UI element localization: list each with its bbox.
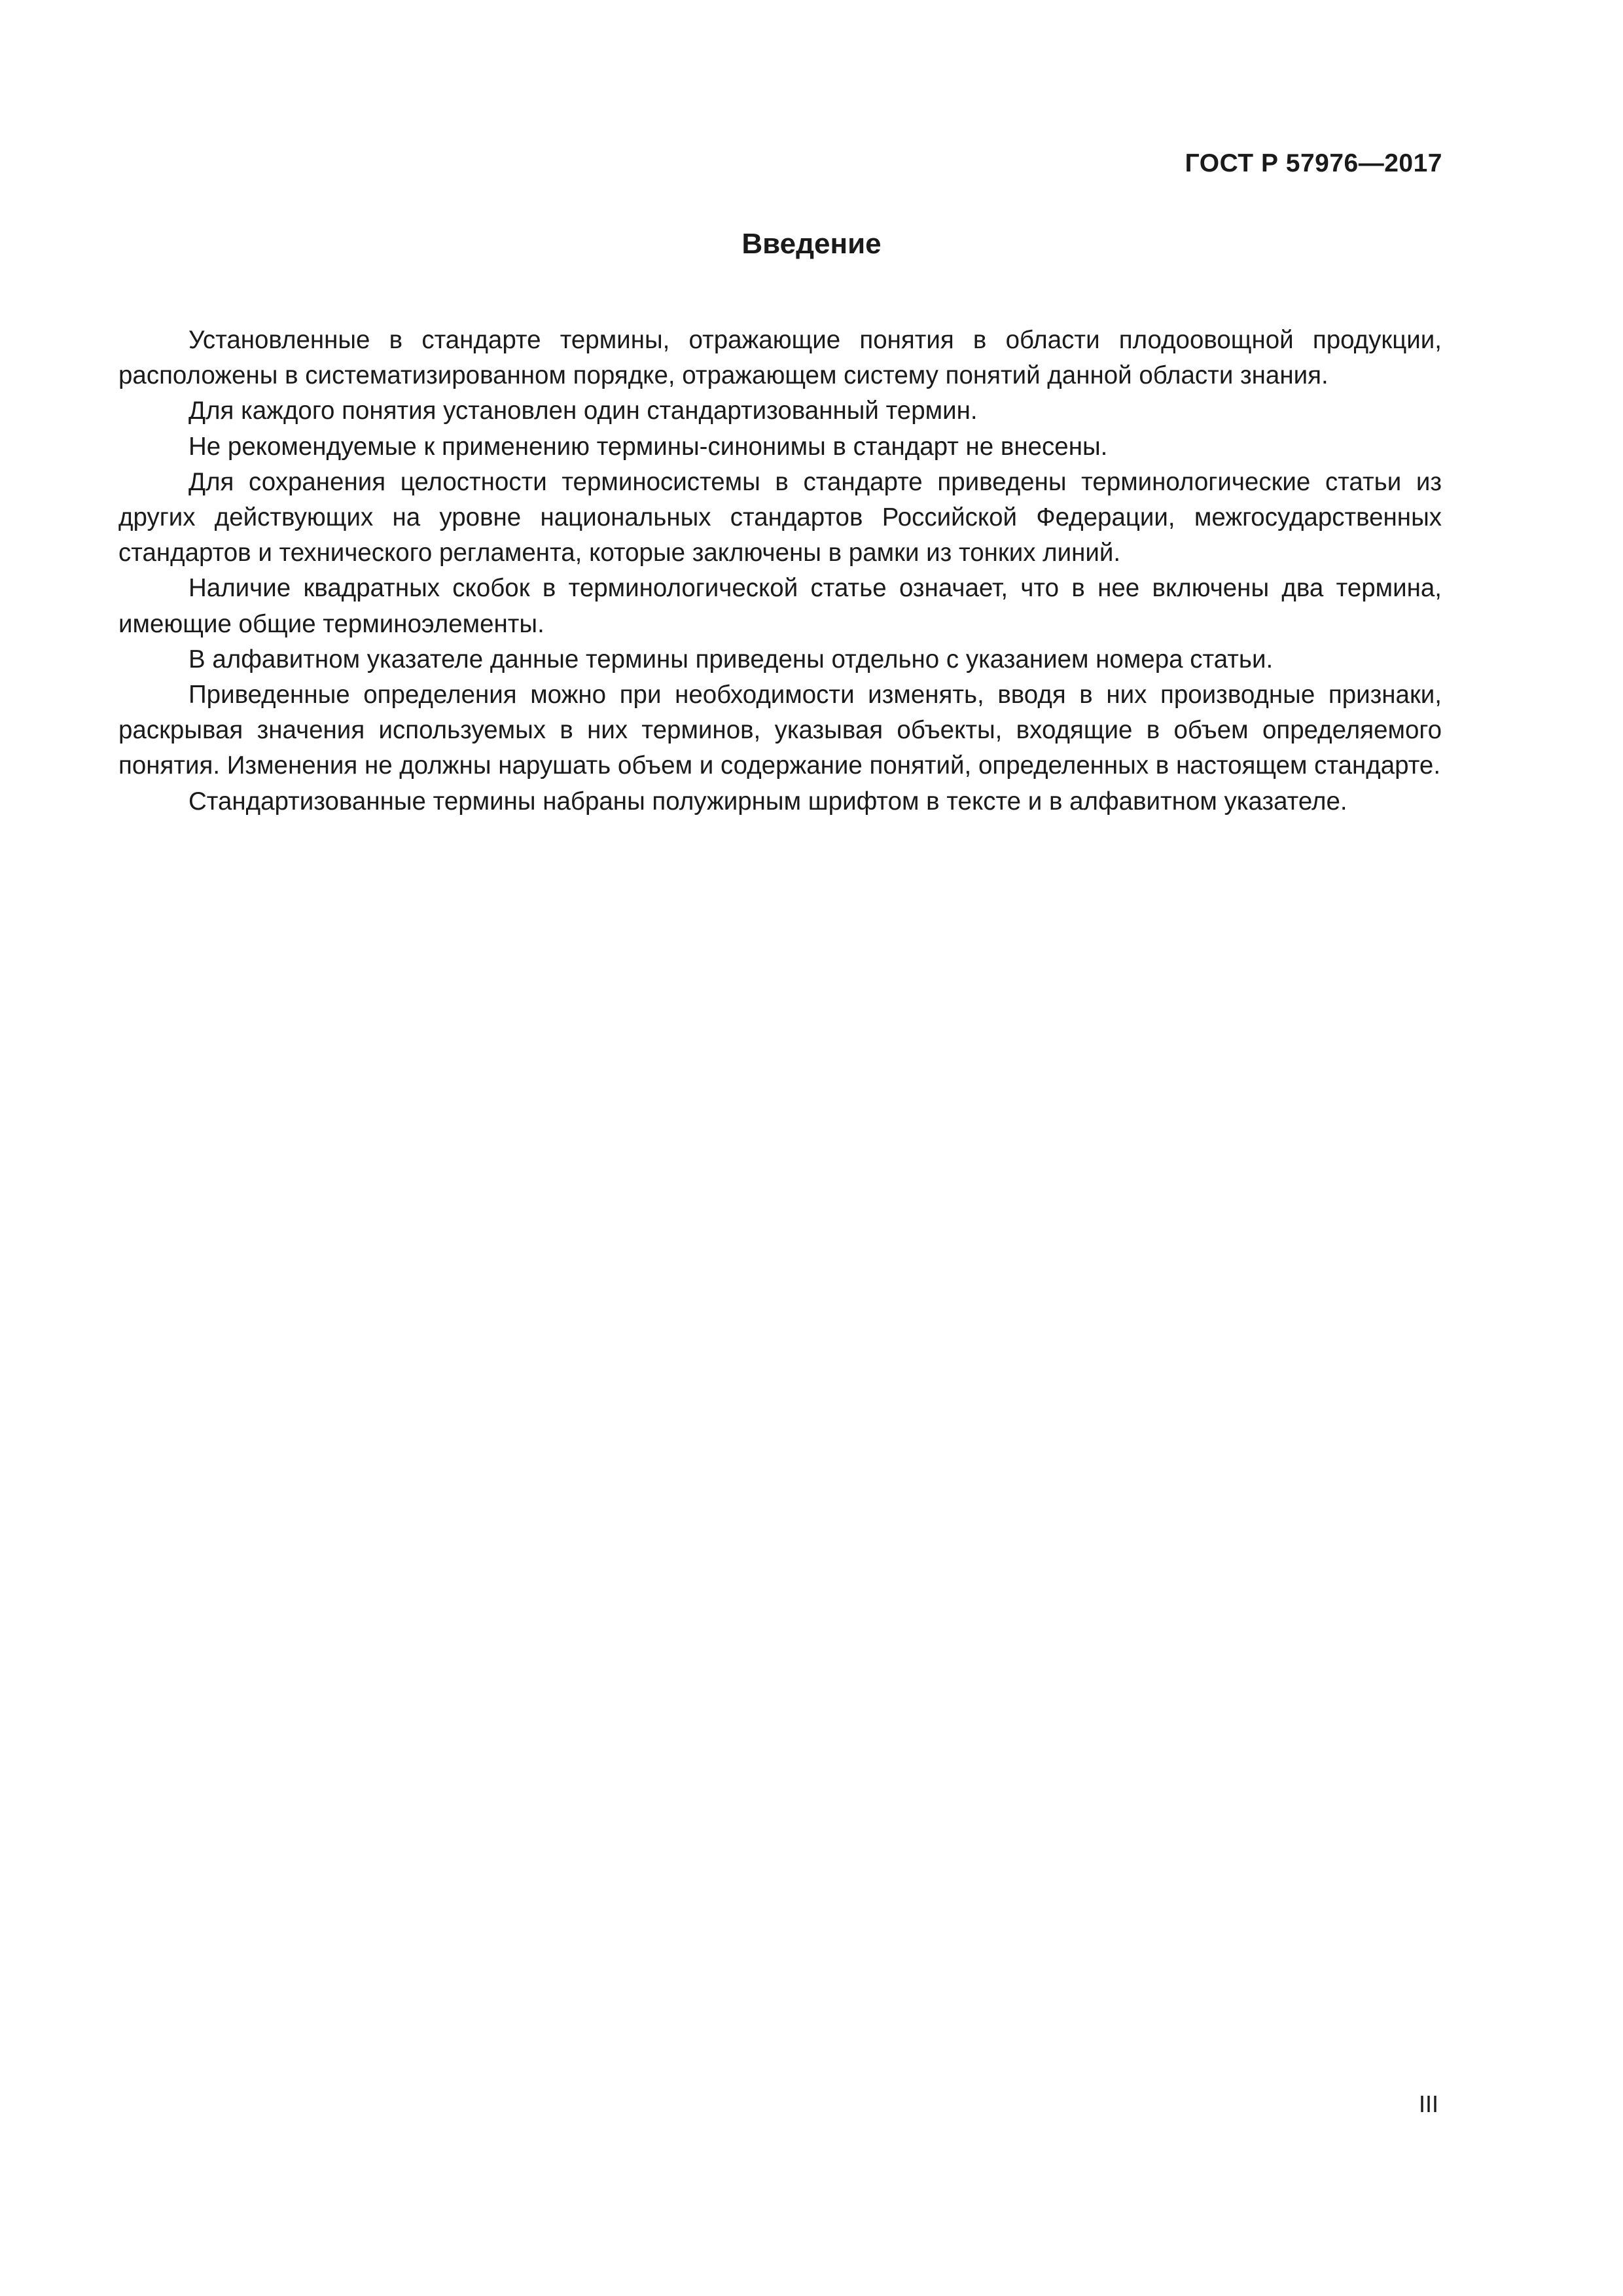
paragraph: Не рекомендуемые к применению термины-синонимы в стандарт не внесены. <box>188 432 1108 461</box>
paragraph: Для сохранения целостности терминосистемы в стандарте приведены терминологические статьи из других действующих на уровне национальных стандартов Российской Федерации, межгосударственных стандартов и технического регламента, которые заключены в рамки из тонких линий. <box>118 467 1442 567</box>
page-number: III <box>1418 2090 1438 2117</box>
paragraph: В алфавитном указателе данные термины приведены отдельно с указанием номера статьи. <box>188 645 1274 673</box>
paragraph: Установленные в стандарте термины, отражающие понятия в области плодоовощной продукции, расположены в систематизированном порядке, отражающем систему понятий данной области знания. <box>118 326 1442 390</box>
paragraph: Стандартизованные термины набраны полужирным шрифтом в тексте и в алфавитном указателе. <box>188 787 1347 816</box>
document-code: ГОСТ Р 57976—2017 <box>1185 149 1442 177</box>
paragraph: Наличие квадратных скобок в терминологической статье означает, что в нее включены два термина, имеющие общие терминоэлементы. <box>118 574 1442 638</box>
introduction-body <box>118 323 1442 819</box>
paragraph: Для каждого понятия установлен один стандартизованный термин. <box>188 397 978 425</box>
paragraph: Приведенные определения можно при необходимости изменять, вводя в них производные признаки, раскрывая значения используемых в них терминов, указывая объекты, входящие в объем определяемого понятия. Изменения не должны нарушать объем и содержание понятий, определенных в настоящем стандарте. <box>118 681 1442 780</box>
section-title: Введение <box>741 228 882 260</box>
